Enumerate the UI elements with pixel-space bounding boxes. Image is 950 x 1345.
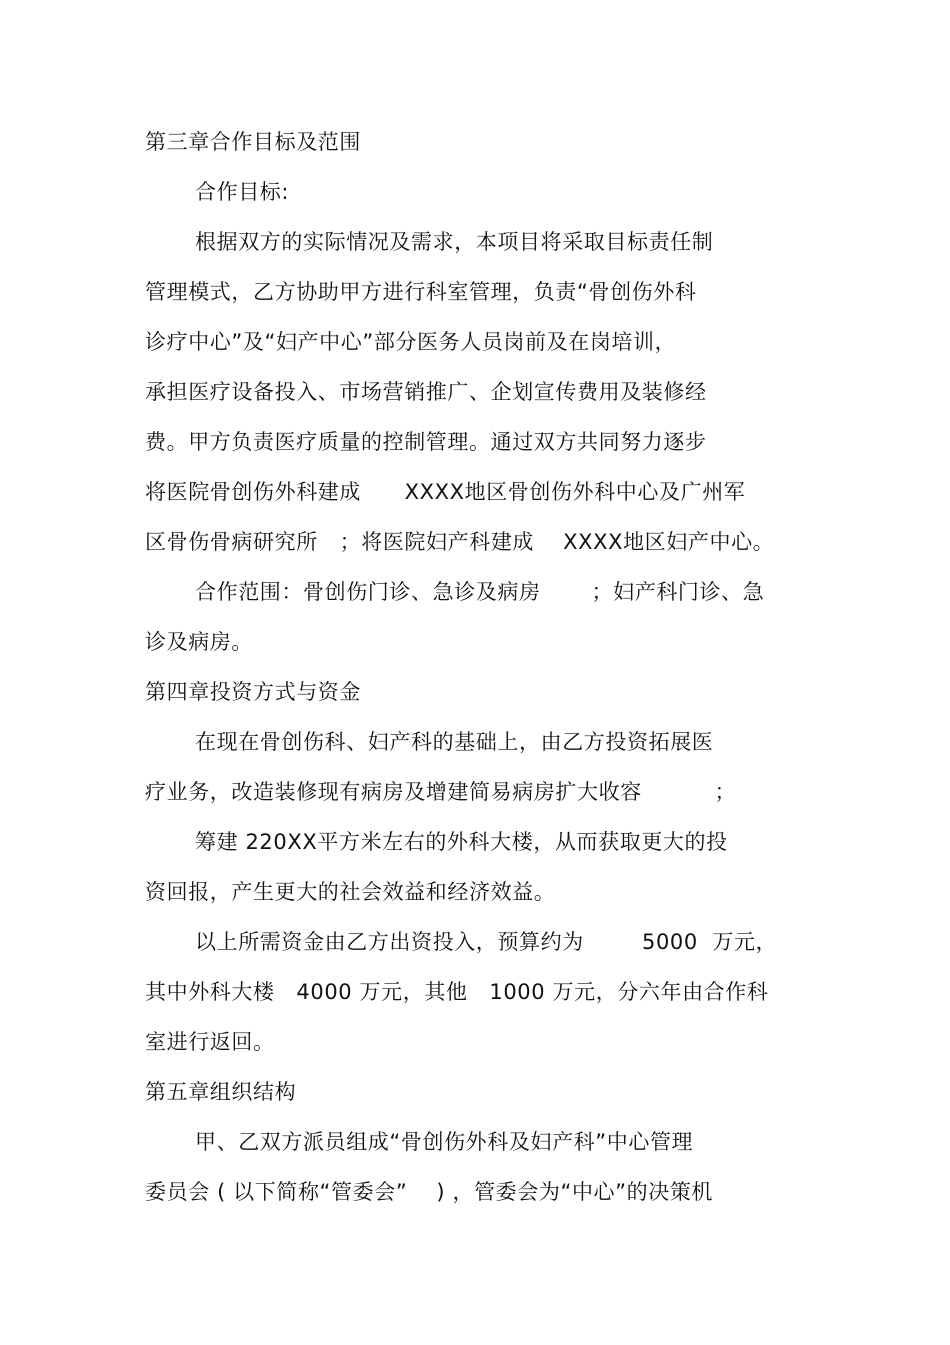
paragraph-line: 将医院骨创伤外科建成 XXXX地区骨创伤外科中心及广州军 xyxy=(145,480,746,504)
paragraph-line: 其中外科大楼 4000 万元，其他 1000 万元，分六年由合作科 xyxy=(145,980,769,1004)
cooperation-goal-label: 合作目标: xyxy=(195,180,290,204)
chapter-5-heading: 第五章组织结构 xyxy=(145,1080,297,1104)
paragraph-line: 费。甲方负责医疗质量的控制管理。通过双方共同努力逐步 xyxy=(145,430,707,454)
paragraph-line: 区骨伤骨病研究所 ；将医院妇产科建成 XXXX地区妇产中心。 xyxy=(145,530,775,554)
paragraph-line: 诊疗中心”及“妇产中心”部分医务人员岗前及在岗培训， xyxy=(145,330,677,354)
paragraph-line: 管理模式，乙方协助甲方进行科室管理，负责“骨创伤外科 xyxy=(145,280,697,304)
paragraph-line: 委员会 ( 以下简称“管委会” ) ，管委会为“中心”的决策机 xyxy=(145,1180,714,1204)
chapter-4-heading: 第四章投资方式与资金 xyxy=(145,680,361,704)
paragraph-line: 资回报，产生更大的社会效益和经济效益。 xyxy=(145,880,556,904)
paragraph-line: 室进行返回。 xyxy=(145,1030,275,1054)
paragraph-line: 筹建 220XX平方米左右的外科大楼，从而获取更大的投 xyxy=(195,830,728,854)
chapter-3-heading: 第三章合作目标及范围 xyxy=(145,130,361,154)
paragraph-line: 疗业务，改造装修现有病房及增建简易病房扩大收容 ； xyxy=(145,780,737,804)
paragraph-line: 甲、乙双方派员组成“骨创伤外科及妇产科”中心管理 xyxy=(195,1130,694,1154)
paragraph-line: 根据双方的实际情况及需求，本项目将采取目标责任制 xyxy=(195,230,714,254)
paragraph-line: 承担医疗设备投入、市场营销推广、企划宣传费用及装修经 xyxy=(145,380,707,404)
paragraph-line: 在现在骨创伤科、妇产科的基础上，由乙方投资拓展医 xyxy=(195,730,714,754)
cooperation-scope-line: 合作范围：骨创伤门诊、急诊及病房 ；妇产科门诊、急 xyxy=(195,580,765,604)
paragraph-line: 以上所需资金由乙方出资投入，预算约为 5000 万元， xyxy=(195,930,778,954)
paragraph-line: 诊及病房。 xyxy=(145,630,253,654)
